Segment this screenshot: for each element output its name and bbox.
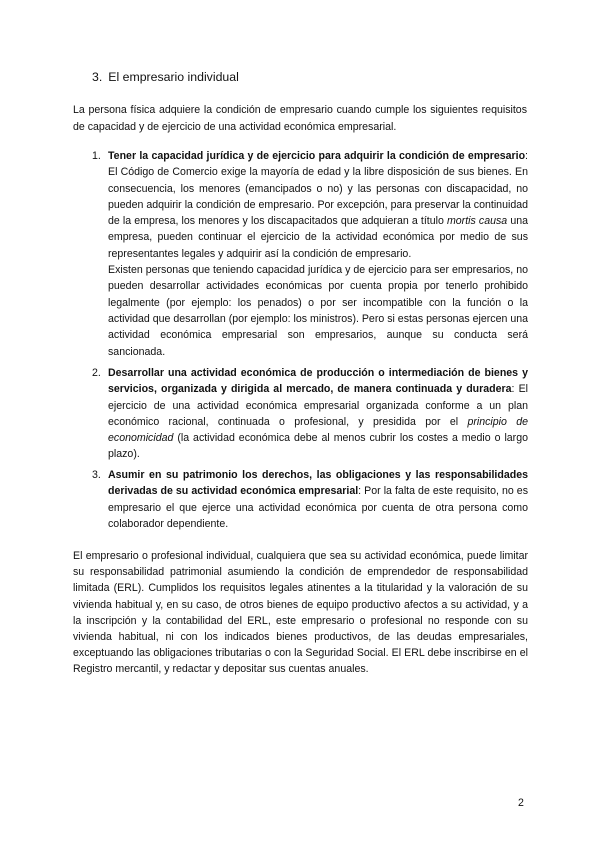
requirement-item-1 bbox=[92, 148, 528, 360]
requirement-item-2 bbox=[92, 365, 528, 463]
list-marker: 1. bbox=[92, 150, 101, 162]
requirement-title: Desarrollar una actividad económica de producción o intermediación de bienes y servicios, organizada y dirigida al mercado, de manera continuada y duradera bbox=[108, 367, 528, 396]
requirement-paragraph bbox=[108, 148, 528, 262]
list-marker: 2. bbox=[92, 367, 101, 379]
requirement-text-continued: una empresa, pueden continuar el ejercicio de la actividad económica por medio de sus representantes legales y adquirir así la condición de empresario. bbox=[108, 215, 528, 260]
requirement-title: Tener la capacidad jurídica y de ejercicio para adquirir la condición de empresario bbox=[108, 150, 526, 162]
requirement-text: : El Código de Comercio exige la mayoría de edad y la libre disposición de sus bienes. En consecuencia, los menores (emancipados o no) y las personas con discapacidad, no pueden adquirir la condición de empresario. Por excepción, para preservar la continuidad de la empresa, los menores y los discapacitados que adquieran a título bbox=[108, 150, 528, 228]
requirement-paragraph-2: Existen personas que teniendo capacidad jurídica y de ejercicio para ser empresarios, no pueden desarrollar actividades económicas por cuenta propia por tenerlo prohibido legalmente (por ejemplo: los penados) o por ser incompatible con la función o la actividad que desarrollan (por ejemplo: los ministros). Pero si estas personas ejercen una actividad económica empresarial son empresarios, aunque su conducta será sancionada. bbox=[108, 264, 528, 358]
requirement-title: Asumir en su patrimonio los derechos, las obligaciones y las responsabilidades derivadas de su actividad económica empresarial bbox=[108, 469, 528, 498]
list-marker: 3. bbox=[92, 469, 101, 481]
section-heading bbox=[92, 70, 239, 84]
requirement-paragraph bbox=[108, 365, 528, 463]
requirement-text: : Por la falta de este requisito, no es empresario el que ejerce una actividad económica por cuenta de otra persona como colaborador dependiente. bbox=[108, 485, 528, 530]
requirement-paragraph bbox=[108, 467, 528, 532]
requirement-italic-term: mortis causa bbox=[446, 215, 508, 228]
requirement-text-continued: (la actividad económica debe al menos cubrir los costes a medio o largo plazo). bbox=[108, 432, 528, 461]
requirement-text: : El ejercicio de una actividad económica empresarial organizada conforme a un plan económico racional, continuada o profesional, y presidida por el bbox=[108, 383, 528, 428]
intro-paragraph: La persona física adquiere la condición de empresario cuando cumple los siguientes requisitos de capacidad y de ejercicio de una actividad económica empresarial. bbox=[73, 104, 527, 133]
requirement-item-3 bbox=[92, 467, 528, 532]
section-number: 3. bbox=[92, 70, 103, 84]
requirement-italic-term: principio de economicidad bbox=[108, 415, 528, 445]
section-title: El empresario individual bbox=[108, 70, 239, 84]
closing-paragraph: El empresario o profesional individual, cualquiera que sea su actividad económica, puede limitar su responsabilidad patrimonial asumiendo la condición de emprendedor de responsabilidad limitada (ERL). Cumplidos los requisitos legales atinentes a la titularidad y la valoración de su vivienda habitual y, en su caso, de otros bienes de equipo productivo afectos a su actividad, y a la inscripción y la contabilidad del ERL, este empresario o profesional no responde con su vivienda habitual, ni con los indicados bienes productivos, de las deudas empresariales, exceptuando las obligaciones tributarias o con la Seguridad Social. El ERL debe inscribirse en el Registro mercantil, y redactar y depositar sus cuentas anuales. bbox=[73, 550, 528, 676]
page-number: 2 bbox=[518, 797, 524, 809]
